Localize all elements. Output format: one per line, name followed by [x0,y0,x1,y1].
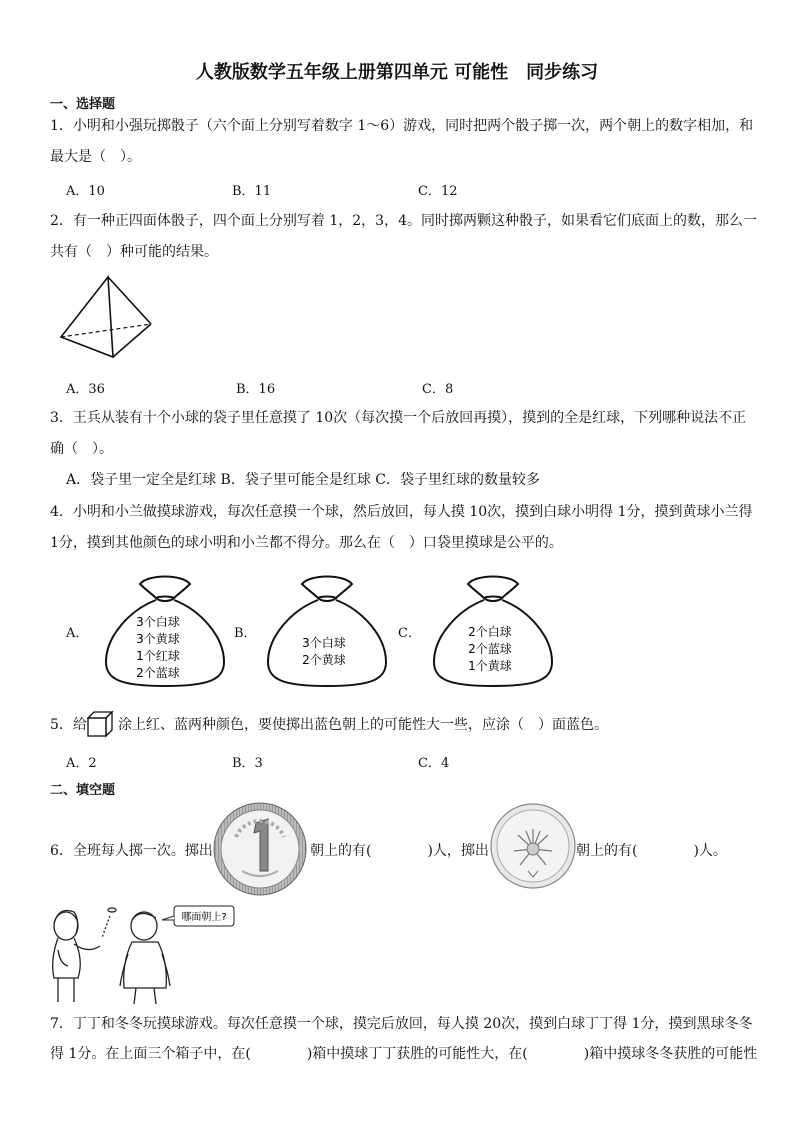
q4-label-b: B． [234,626,257,641]
bag-a-line2: 3个黄球 [136,632,180,646]
bag-a-line1: 3个白球 [136,615,180,629]
page-title: 人教版数学五年级上册第四单元 可能性 同步练习 [195,62,599,83]
q5-option-a: A．2 [66,756,97,771]
q1-option-c: C．12 [418,184,458,199]
q4-line2: 1分，摸到其他颜色的球小明和小兰都不得分。那么在（ ）口袋里摸球是公平的。 [50,535,563,551]
bag-b [262,570,392,690]
section-heading-choice: 一、选择题 [50,97,116,112]
bag-c [428,570,558,690]
q6-text3: 朝上的有( )人。 [576,843,727,859]
bag-c-line3: 1个黄球 [468,659,512,673]
q6-text1: 6．全班每人掷一次。掷出 [50,843,213,859]
q4-line1: 4．小明和小兰做摸球游戏，每次任意摸一个球，然后放回，每人摸 10次，摸到白球小明得 1分，摸到黄球小兰得 [50,504,753,520]
q2-option-c: C．8 [422,382,454,397]
q1-option-a: A．10 [66,184,105,199]
q7-line1: 7．丁丁和冬冬玩摸球游戏。每次任意摸一个球，摸完后放回，每人摸 20次，摸到白球丁丁得 1分，摸到黑球冬冬 [50,1016,753,1032]
q5-suffix: 涂上红、蓝两种颜色，要使掷出蓝色朝上的可能性大一些，应涂（ ）面蓝色。 [118,717,608,733]
cube-icon [86,710,114,738]
q3-options: A．袋子里一定全是红球 B．袋子里可能全是红球 C．袋子里红球的数量较多 [66,472,541,488]
tetrahedron-figure [58,274,158,360]
q5-option-c: C．4 [418,756,450,771]
q4-label-a: A． [66,626,89,641]
q5-prefix: 5．给 [50,717,87,733]
bag-c-line2: 2个蓝球 [468,642,512,656]
q2-line1: 2．有一种正四面体骰子，四个面上分别写着 1，2，3，4。同时掷两颗这种骰子，如果看它们底面上的数，那么一 [50,213,757,229]
q1-line2: 最大是（ ）。 [50,149,141,165]
bag-a [100,570,230,690]
q2-option-a: A．36 [66,382,105,397]
q3-line2: 确（ ）。 [50,441,113,457]
children-flipping-coin-illustration [44,898,240,1004]
speech-bubble-text: 哪面朝上? [181,912,227,923]
q2-line2: 共有（ ）种可能的结果。 [50,244,218,260]
coin-number-side-icon [212,801,308,897]
q1-line1: 1．小明和小强玩掷骰子（六个面上分别写着数字 1～6）游戏，同时把两个骰子掷一次，两个朝上的数字相加，和 [50,118,754,134]
bag-a-line4: 2个蓝球 [136,666,180,680]
section-heading-fill: 二、填空题 [50,783,116,798]
bag-b-line2: 2个黄球 [302,653,346,667]
q7-line2: 得 1分。在上面三个箱子中，在( )箱中摸球丁丁获胜的可能性大，在( )箱中摸球冬冬获胜的可能性 [50,1046,758,1062]
bag-a-line3: 1个红球 [136,649,180,663]
q6-text2: 朝上的有( )人，掷出 [310,843,489,859]
coin-flower-side-icon [490,801,576,891]
bag-b-line1: 3个白球 [302,636,346,650]
q1-option-b: B．11 [232,184,272,199]
q4-label-c: C． [398,626,421,641]
q2-option-b: B．16 [236,382,276,397]
q5-option-b: B．3 [232,756,263,771]
q3-line1: 3．王兵从装有十个小球的袋子里任意摸了 10次（每次摸一个后放回再摸），摸到的全是红球，下列哪种说法不正 [50,410,747,426]
bag-c-line1: 2个白球 [468,625,512,639]
